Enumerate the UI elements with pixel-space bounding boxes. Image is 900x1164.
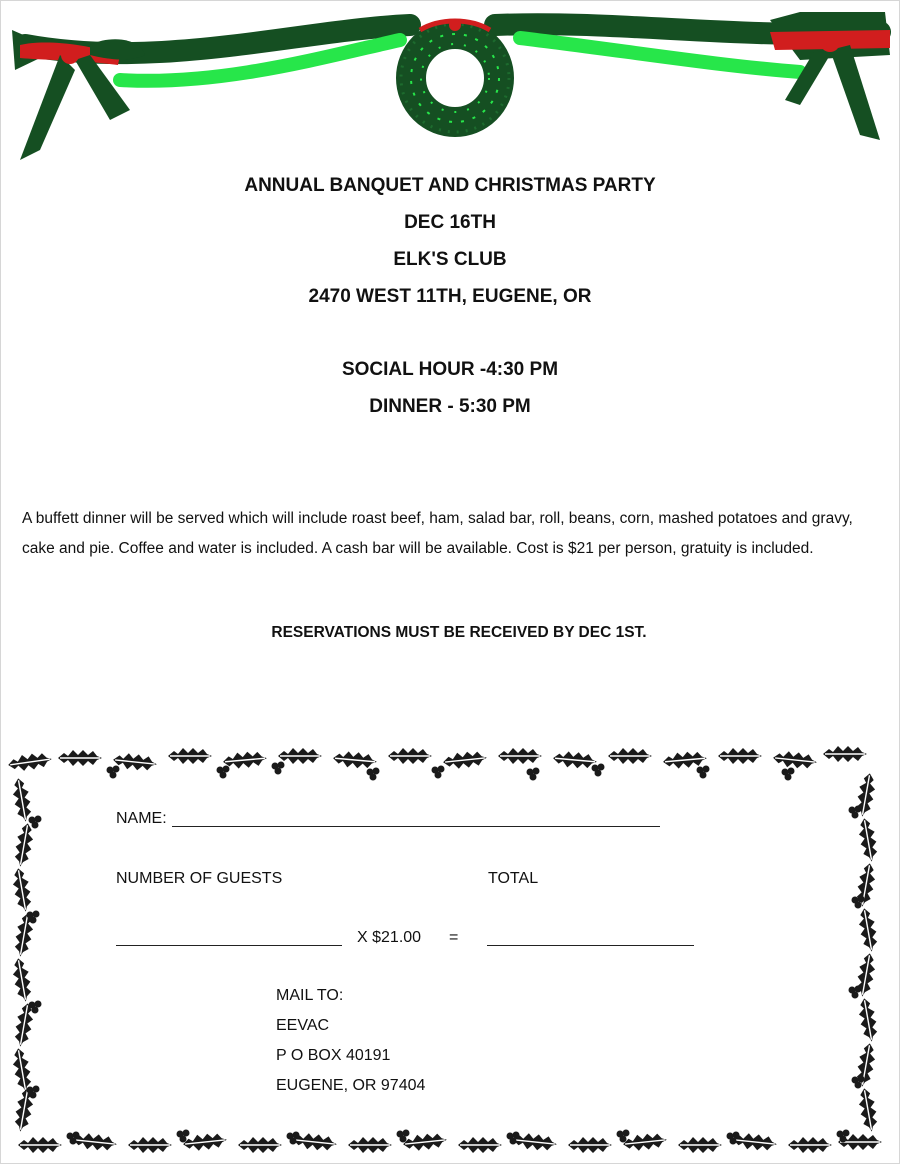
holly-border-icon: [0, 740, 900, 1164]
total-field-line[interactable]: [487, 945, 694, 946]
guests-label: NUMBER OF GUESTS: [116, 870, 283, 887]
mail-label: MAIL TO:: [276, 987, 344, 1004]
name-field-line[interactable]: [172, 826, 660, 827]
wreath-icon: [401, 19, 509, 132]
wreath-garland-icon: [0, 0, 900, 170]
event-address: 2470 WEST 11TH, EUGENE, OR: [308, 286, 592, 307]
event-date: DEC 16TH: [404, 212, 496, 233]
event-venue: ELK'S CLUB: [393, 249, 507, 270]
menu-description: A buffett dinner will be served which will include roast beef, ham, salad bar, roll, beans, corn, mashed potatoes and gravy, cake and pie. Coffee and water is included. A cash bar will be available. Cost is $21 per person, gratuity is included.: [22, 510, 853, 557]
equals-sign: =: [449, 929, 459, 946]
mail-box: P O BOX 40191: [276, 1047, 391, 1064]
event-title: ANNUAL BANQUET AND CHRISTMAS PARTY: [244, 175, 656, 196]
name-label: NAME:: [116, 810, 167, 827]
total-label: TOTAL: [488, 870, 539, 887]
guests-field-line[interactable]: [116, 945, 342, 946]
reservation-deadline: RESERVATIONS MUST BE RECEIVED BY DEC 1ST.: [271, 624, 647, 641]
mail-org: EEVAC: [276, 1017, 330, 1034]
mail-city: EUGENE, OR 97404: [276, 1077, 426, 1094]
left-bow-icon: [12, 30, 145, 160]
social-hour: SOCIAL HOUR -4:30 PM: [341, 359, 559, 380]
dinner-time: DINNER - 5:30 PM: [369, 396, 531, 417]
mailing-address: [276, 986, 425, 1106]
event-heading: [0, 170, 900, 428]
price-per-person: X $21.00: [357, 929, 422, 946]
